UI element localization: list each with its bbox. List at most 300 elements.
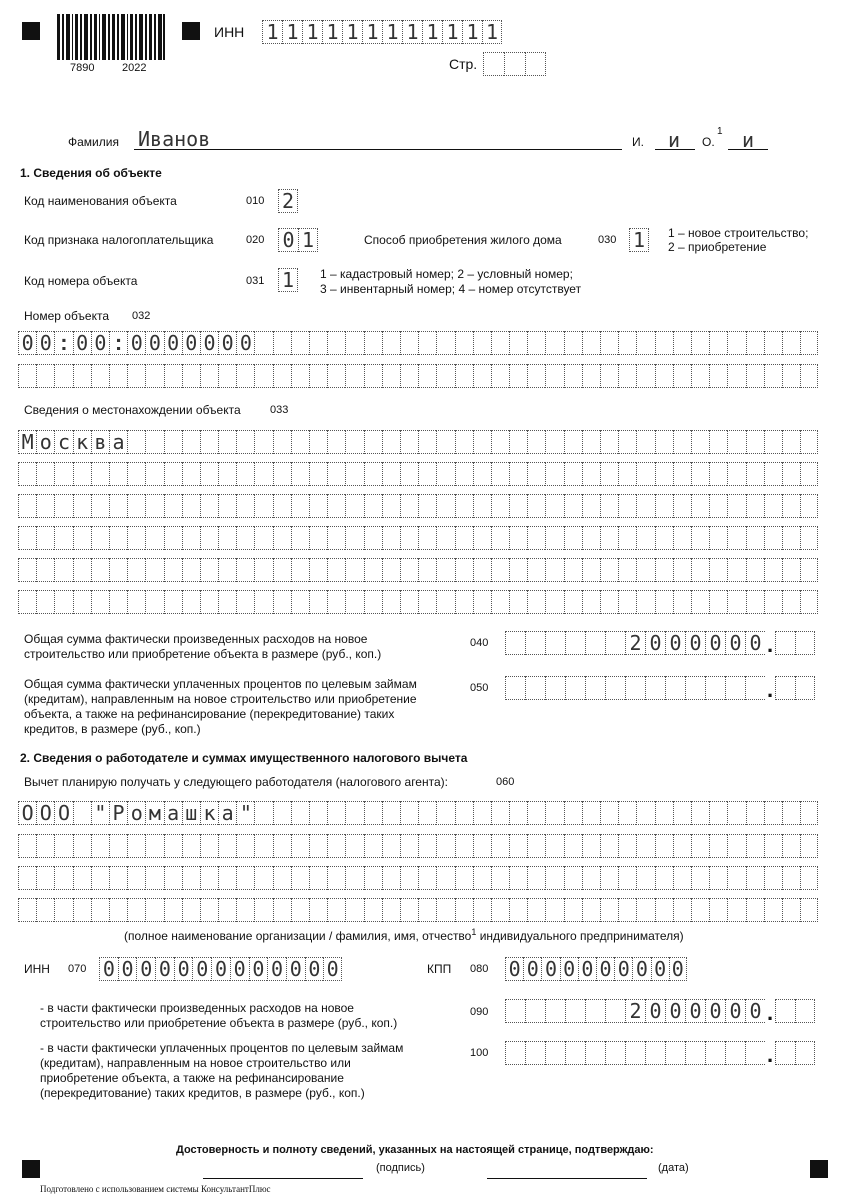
grid-cell[interactable] [746,462,764,486]
grid-cell[interactable] [309,866,327,890]
grid-cell[interactable] [691,430,709,454]
grid-cell[interactable] [418,801,436,825]
grid-cell[interactable] [673,526,691,550]
grid-cell[interactable]: 0 [218,331,236,355]
grid-cell[interactable] [400,526,418,550]
grid-cell[interactable] [509,494,527,518]
grid-cell[interactable] [527,801,545,825]
grid-cell[interactable]: 0 [73,331,91,355]
grid-cell[interactable]: ш [182,801,200,825]
grid-cell[interactable] [400,364,418,388]
initial-o-value[interactable]: и [742,128,755,152]
grid-cell[interactable] [455,558,473,582]
grid-cell[interactable] [418,462,436,486]
grid-cell[interactable]: 0 [665,999,685,1023]
grid-cell[interactable] [254,558,272,582]
grid-cell[interactable] [54,526,72,550]
grid-cell[interactable]: " [236,801,254,825]
grid-cell[interactable] [764,590,782,614]
grid-cell[interactable] [18,494,36,518]
grid-cell[interactable] [545,1041,565,1065]
grid-cell[interactable] [254,590,272,614]
grid-cell[interactable] [545,494,563,518]
grid-cell[interactable] [605,999,625,1023]
grid-cell[interactable] [36,834,54,858]
grid-cell[interactable] [127,526,145,550]
grid-cell[interactable] [545,676,565,700]
grid-cell[interactable] [564,364,582,388]
grid-cell[interactable] [364,430,382,454]
grid-cell[interactable] [145,430,163,454]
grid-cell[interactable] [291,590,309,614]
grid-cell[interactable] [164,590,182,614]
grid-cell[interactable] [200,462,218,486]
grid-cell[interactable] [236,590,254,614]
grid-cell[interactable] [509,898,527,922]
grid-cell[interactable] [727,590,745,614]
grid-cell[interactable] [418,526,436,550]
grid-cell[interactable]: 0 [278,228,298,252]
grid-cell[interactable] [685,1041,705,1065]
grid-cell[interactable] [673,494,691,518]
grid-cell[interactable] [673,590,691,614]
grid-cell[interactable] [800,430,818,454]
grid-cell[interactable]: 0 [596,957,614,981]
grid-cell[interactable] [109,526,127,550]
initial-i-value[interactable]: и [668,128,681,152]
grid-cell[interactable] [400,834,418,858]
grid-cell[interactable] [509,430,527,454]
grid-cell[interactable] [236,526,254,550]
grid-cell[interactable] [636,898,654,922]
grid-cell[interactable] [782,462,800,486]
grid-cell[interactable] [691,898,709,922]
grid-cell[interactable] [545,999,565,1023]
grid-cell[interactable] [636,364,654,388]
grid-cell[interactable] [600,590,618,614]
grid-cell[interactable] [709,898,727,922]
grid-cell[interactable] [545,866,563,890]
grid-cell[interactable] [254,866,272,890]
grid-cell[interactable] [564,834,582,858]
grid-cell[interactable] [291,834,309,858]
grid-cell[interactable] [782,364,800,388]
grid-cell[interactable] [345,558,363,582]
grid-cell[interactable] [436,462,454,486]
grid-cell[interactable] [436,331,454,355]
grid-cell[interactable] [782,590,800,614]
grid-cell[interactable]: а [164,801,182,825]
grid-cell[interactable] [491,430,509,454]
grid-cell[interactable] [564,462,582,486]
grid-cell[interactable]: 0 [669,957,687,981]
grid-cell[interactable] [800,801,818,825]
grid-cell[interactable] [455,331,473,355]
grid-cell[interactable] [800,462,818,486]
grid-cell[interactable]: м [145,801,163,825]
grid-cell[interactable] [491,558,509,582]
grid-cell[interactable] [545,364,563,388]
grid-cell[interactable]: 0 [651,957,669,981]
grid-cell[interactable] [273,526,291,550]
taxpayer-grid[interactable] [278,228,318,252]
grid-cell[interactable] [254,494,272,518]
grid-cell[interactable] [345,834,363,858]
grid-cell[interactable] [564,430,582,454]
grid-cell[interactable] [746,526,764,550]
grid-cell[interactable] [127,558,145,582]
grid-cell[interactable] [145,866,163,890]
grid-cell[interactable] [782,898,800,922]
grid-cell[interactable]: 0 [249,957,268,981]
grid-cell[interactable] [618,462,636,486]
grid-cell[interactable] [436,590,454,614]
grid-cell[interactable] [655,331,673,355]
grid-cell[interactable]: 0 [164,331,182,355]
grid-cell[interactable] [582,834,600,858]
grid-cell[interactable]: : [109,331,127,355]
grid-cell[interactable] [727,526,745,550]
grid-cell[interactable] [145,526,163,550]
grid-cell[interactable] [509,331,527,355]
grid-cell[interactable] [127,494,145,518]
grid-cell[interactable] [54,898,72,922]
grid-cell[interactable] [273,364,291,388]
grid-cell[interactable]: 0 [118,957,137,981]
grid-cell[interactable] [291,526,309,550]
objnum-row-2[interactable] [18,364,818,388]
grid-cell[interactable] [746,364,764,388]
grid-cell[interactable] [127,462,145,486]
location-row-6[interactable] [18,590,818,614]
grid-cell[interactable] [673,898,691,922]
grid-cell[interactable] [691,494,709,518]
grid-cell[interactable]: а [109,430,127,454]
grid-cell[interactable] [200,834,218,858]
deduction-expenses-grid[interactable] [505,999,815,1023]
grid-cell[interactable] [218,430,236,454]
grid-cell[interactable] [54,558,72,582]
grid-cell[interactable] [164,898,182,922]
grid-cell[interactable] [18,558,36,582]
grid-cell[interactable] [164,834,182,858]
grid-cell[interactable] [618,834,636,858]
grid-cell[interactable] [673,558,691,582]
grid-cell[interactable] [327,462,345,486]
grid-cell[interactable] [436,364,454,388]
objnum-row-1[interactable] [18,331,818,355]
grid-cell[interactable] [509,462,527,486]
grid-cell[interactable] [800,834,818,858]
kopeck-cell[interactable] [775,1041,795,1065]
grid-cell[interactable] [636,558,654,582]
grid-cell[interactable] [673,834,691,858]
grid-cell[interactable] [565,1041,585,1065]
grid-cell[interactable] [291,494,309,518]
grid-cell[interactable] [418,430,436,454]
grid-cell[interactable] [309,898,327,922]
grid-cell[interactable] [782,558,800,582]
grid-cell[interactable] [382,866,400,890]
grid-cell[interactable] [436,801,454,825]
grid-cell[interactable] [309,331,327,355]
grid-cell[interactable] [200,364,218,388]
grid-cell[interactable] [254,364,272,388]
kopeck-cell[interactable] [795,1041,815,1065]
grid-cell[interactable] [655,494,673,518]
grid-cell[interactable] [600,462,618,486]
grid-cell[interactable] [505,1041,525,1065]
grid-cell[interactable] [327,866,345,890]
grid-cell[interactable] [618,590,636,614]
grid-cell[interactable] [505,631,525,655]
grid-cell[interactable] [182,866,200,890]
grid-cell[interactable] [91,898,109,922]
grid-cell[interactable] [636,462,654,486]
grid-cell[interactable] [527,898,545,922]
grid-cell[interactable] [673,462,691,486]
grid-cell[interactable] [705,676,725,700]
grid-cell[interactable] [364,834,382,858]
grid-cell[interactable] [673,430,691,454]
grid-cell[interactable]: 0 [541,957,559,981]
grid-cell[interactable]: 0 [614,957,632,981]
grid-cell[interactable] [525,631,545,655]
grid-cell[interactable]: " [91,801,109,825]
grid-cell[interactable] [509,364,527,388]
grid-cell[interactable] [91,834,109,858]
grid-cell[interactable] [582,590,600,614]
employer-row-2[interactable] [18,834,818,858]
grid-cell[interactable] [509,526,527,550]
grid-cell[interactable] [655,462,673,486]
surname-value[interactable]: Иванов [138,127,211,151]
grid-cell[interactable] [364,590,382,614]
grid-cell[interactable] [455,866,473,890]
grid-cell[interactable] [345,430,363,454]
grid-cell[interactable] [273,494,291,518]
grid-cell[interactable]: 0 [323,957,342,981]
grid-cell[interactable] [36,364,54,388]
grid-cell[interactable] [164,364,182,388]
grid-cell[interactable] [746,834,764,858]
grid-cell[interactable] [727,331,745,355]
grid-cell[interactable] [618,331,636,355]
grid-cell[interactable] [473,494,491,518]
grid-cell[interactable] [109,494,127,518]
grid-cell[interactable] [618,526,636,550]
grid-cell[interactable] [764,331,782,355]
grid-cell[interactable]: 0 [745,631,765,655]
grid-cell[interactable] [746,590,764,614]
grid-cell[interactable] [618,898,636,922]
grid-cell[interactable] [364,494,382,518]
grid-cell[interactable] [145,462,163,486]
grid-cell[interactable] [73,801,91,825]
grid-cell[interactable] [691,364,709,388]
grid-cell[interactable] [600,526,618,550]
grid-cell[interactable] [582,526,600,550]
grid-cell[interactable] [73,526,91,550]
grid-cell[interactable] [605,676,625,700]
grid-cell[interactable]: 1 [629,228,649,252]
interest-grid[interactable] [505,676,815,700]
grid-cell[interactable] [18,866,36,890]
grid-cell[interactable] [727,494,745,518]
grid-cell[interactable] [36,526,54,550]
grid-cell[interactable] [545,631,565,655]
grid-cell[interactable] [655,801,673,825]
grid-cell[interactable] [473,801,491,825]
grid-cell[interactable] [800,494,818,518]
grid-cell[interactable]: : [54,331,72,355]
grid-cell[interactable]: 0 [578,957,596,981]
grid-cell[interactable] [527,526,545,550]
grid-cell[interactable] [200,494,218,518]
grid-cell[interactable] [565,999,585,1023]
grid-cell[interactable] [145,364,163,388]
grid-cell[interactable] [564,590,582,614]
grid-cell[interactable] [418,364,436,388]
grid-cell[interactable] [727,364,745,388]
grid-cell[interactable] [545,834,563,858]
grid-cell[interactable] [582,898,600,922]
grid-cell[interactable] [345,331,363,355]
grid-cell[interactable] [36,590,54,614]
grid-cell[interactable] [382,430,400,454]
grid-cell[interactable] [418,834,436,858]
grid-cell[interactable] [54,590,72,614]
grid-cell[interactable] [585,1041,605,1065]
kopeck-cell[interactable] [775,631,795,655]
grid-cell[interactable] [800,558,818,582]
grid-cell[interactable] [309,430,327,454]
employer-row-4[interactable] [18,898,818,922]
grid-cell[interactable] [73,834,91,858]
grid-cell[interactable]: к [73,430,91,454]
grid-cell[interactable] [727,462,745,486]
grid-cell[interactable] [636,866,654,890]
grid-cell[interactable] [382,834,400,858]
grid-cell[interactable] [273,898,291,922]
grid-cell[interactable] [236,898,254,922]
grid-cell[interactable]: Р [109,801,127,825]
grid-cell[interactable] [745,676,765,700]
grid-cell[interactable] [618,494,636,518]
grid-cell[interactable] [364,364,382,388]
grid-cell[interactable] [527,331,545,355]
kopeck-cell[interactable] [775,999,795,1023]
grid-cell[interactable] [345,898,363,922]
grid-cell[interactable] [291,430,309,454]
grid-cell[interactable] [691,331,709,355]
grid-cell[interactable] [182,590,200,614]
grid-cell[interactable] [636,526,654,550]
grid-cell[interactable]: 0 [725,999,745,1023]
grid-cell[interactable] [436,430,454,454]
grid-cell[interactable] [418,558,436,582]
grid-cell[interactable] [109,462,127,486]
grid-cell[interactable] [545,462,563,486]
grid-cell[interactable] [182,462,200,486]
grid-cell[interactable] [782,866,800,890]
grid-cell[interactable] [382,898,400,922]
grid-cell[interactable] [636,430,654,454]
grid-cell[interactable] [164,558,182,582]
grid-cell[interactable]: 2 [625,631,645,655]
grid-cell[interactable] [585,631,605,655]
grid-cell[interactable] [782,430,800,454]
grid-cell[interactable] [455,462,473,486]
grid-cell[interactable] [705,1041,725,1065]
grid-cell[interactable]: а [218,801,236,825]
grid-cell[interactable] [725,676,745,700]
grid-cell[interactable] [345,462,363,486]
grid-cell[interactable] [527,558,545,582]
grid-cell[interactable]: 0 [230,957,249,981]
grid-cell[interactable] [509,801,527,825]
grid-cell[interactable] [545,526,563,550]
grid-cell[interactable] [525,676,545,700]
grid-cell[interactable] [600,494,618,518]
grid-cell[interactable] [655,430,673,454]
grid-cell[interactable] [709,834,727,858]
grid-cell[interactable] [727,430,745,454]
grid-cell[interactable] [200,558,218,582]
kopeck-cell[interactable] [795,999,815,1023]
grid-cell[interactable] [291,866,309,890]
grid-cell[interactable] [345,866,363,890]
grid-cell[interactable] [473,590,491,614]
grid-cell[interactable]: О [18,801,36,825]
grid-cell[interactable] [73,462,91,486]
grid-cell[interactable]: 1 [298,228,318,252]
grid-cell[interactable] [273,331,291,355]
grid-cell[interactable]: 0 [145,331,163,355]
grid-cell[interactable] [709,364,727,388]
grid-cell[interactable] [545,331,563,355]
grid-cell[interactable] [473,558,491,582]
grid-cell[interactable] [525,999,545,1023]
grid-cell[interactable] [254,801,272,825]
grid-cell[interactable] [382,801,400,825]
grid-cell[interactable] [73,494,91,518]
grid-cell[interactable] [564,866,582,890]
grid-cell[interactable]: 0 [685,631,705,655]
grid-cell[interactable] [800,364,818,388]
grid-cell[interactable] [18,898,36,922]
grid-cell[interactable] [455,898,473,922]
grid-cell[interactable]: 0 [705,999,725,1023]
grid-cell[interactable] [491,866,509,890]
grid-cell[interactable] [273,866,291,890]
location-row-3[interactable] [18,494,818,518]
grid-cell[interactable] [254,526,272,550]
grid-cell[interactable]: в [91,430,109,454]
grid-cell[interactable] [36,494,54,518]
grid-cell[interactable] [236,494,254,518]
location-row-4[interactable] [18,526,818,550]
grid-cell[interactable] [18,590,36,614]
grid-cell[interactable] [291,331,309,355]
grid-cell[interactable] [436,898,454,922]
grid-cell[interactable] [782,331,800,355]
grid-cell[interactable] [309,364,327,388]
grid-cell[interactable] [164,494,182,518]
grid-cell[interactable] [145,834,163,858]
grid-cell[interactable] [218,590,236,614]
grid-cell[interactable] [182,558,200,582]
